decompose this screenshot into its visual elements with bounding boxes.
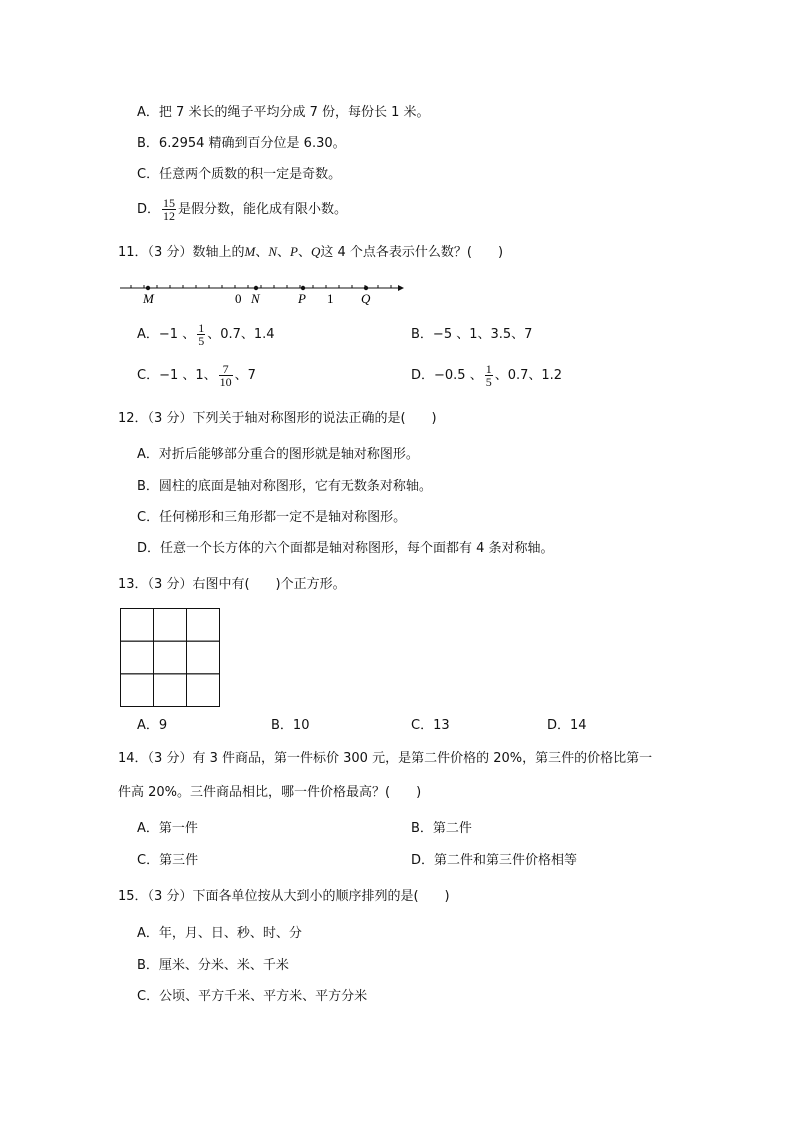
q11-option-c[interactable]: C．−1 、1、 $\frac{7}{10}$ 、7 [137,362,256,389]
point-n-label: N [268,244,277,259]
q15-option-c[interactable] [137,988,367,1006]
q14-option-b[interactable] [411,820,472,838]
option-text: 13 [433,718,450,733]
grid-cell [154,641,187,674]
option-label: A． [137,718,159,733]
option-text: 把 7 米长的绳子平均分成 7 份，每份长 1 米。 [158,105,430,120]
q10-option-c[interactable] [137,166,341,184]
option-label: C． [137,167,160,182]
option-text: 任意两个质数的积一定是奇数。 [159,167,342,182]
option-text: 第二件 [432,821,472,836]
q14-stem-line2 [118,784,421,802]
option-label: B． [137,958,159,973]
q10-option-d[interactable] [137,196,347,224]
option-text: 圆柱的底面是轴对称图形，它有无数条对称轴。 [158,479,432,494]
question-score: （3 分） [147,577,193,592]
fraction: $\frac{7}{10}$ [219,362,232,389]
option-label: C． [137,368,160,383]
option-text: 对折后能够部分重合的图形就是轴对称图形。 [158,447,419,462]
question-score: （3 分） [147,751,193,766]
grid-cell [121,641,154,674]
q14-option-d[interactable] [411,852,577,870]
question-text: 右图中有( )个正方形。 [192,577,346,592]
q11-option-a[interactable]: A．−1 、 $\frac{1}{5}$ 、0.7、1.4 [137,321,275,348]
option-text: 第二件和第三件价格相等 [434,853,578,868]
q14-option-a[interactable] [137,820,198,838]
point-p-label: P [290,244,298,259]
question-text: 有 3 件商品，第一件标价 300 元，是第二件价格的 20%，第三件的价格比第一 [192,751,653,766]
option-text: 9 [158,718,168,733]
square-grid [120,608,220,707]
point-m-label: M [244,244,256,259]
option-label: B． [137,136,159,151]
q14-option-c[interactable] [137,852,198,870]
label-n: N [251,291,260,306]
label-m: M [143,291,154,306]
option-label: D． [411,368,435,383]
q13-stem [118,576,346,594]
option-label: A． [137,821,159,836]
question-text: 下面各单位按从大到小的顺序排列的是( ) [192,889,450,904]
option-text: 任何梯形和三角形都一定不是轴对称图形。 [159,510,407,525]
option-label: D． [411,853,435,868]
question-score: （3 分） [147,889,193,904]
question-score: （3 分） [147,411,193,426]
number-line-figure [118,280,408,310]
q13-option-a[interactable] [137,717,167,735]
q10-option-b[interactable] [137,135,346,153]
q10-option-a[interactable] [137,104,430,122]
option-label: D． [547,718,571,733]
option-label: B． [411,327,433,342]
label-zero: 0 [235,291,242,306]
option-label: A． [137,447,159,462]
q11-option-d[interactable]: D．−0.5 、 $\frac{1}{5}$ 、0.7、1.2 [411,362,563,389]
q11-option-b[interactable] [411,326,532,344]
q12-option-b[interactable] [137,478,432,496]
square-grid-figure [120,608,220,707]
option-text: 6.2954 精确到百分位是 6.30。 [158,136,346,151]
q13-option-c[interactable] [411,717,450,735]
grid-cell [154,674,187,707]
option-text: 10 [292,718,310,733]
point-n [254,286,258,290]
question-number: 12． [118,411,148,426]
point-p [301,286,305,290]
option-label: C． [411,718,434,733]
point-q [364,286,368,290]
option-text: 年，月、日、秒、时、分 [158,926,302,941]
point-q-label: Q [310,244,321,259]
q12-option-a[interactable] [137,446,419,464]
option-label: C． [137,510,160,525]
q15-stem [118,888,450,906]
q12-option-c[interactable] [137,509,406,527]
q11-stem: 11．（3 分）数轴上的M、N、P、Q这 4 个点各表示什么数？( ) [118,244,504,260]
option-label: C． [137,853,160,868]
question-number: 14． [118,751,148,766]
option-text: −5 、1、3.5、7 [432,327,533,342]
grid-cell [187,641,220,674]
grid-cell [187,609,220,642]
option-label: D． [137,202,161,217]
q12-option-d[interactable] [137,540,554,558]
option-label: A． [137,105,159,120]
question-text: 件高 20%。三件商品相比，哪一件价格最高？( ) [118,785,422,800]
number-line [118,280,408,310]
question-number: 11． [118,245,148,260]
label-one: 1 [327,291,334,306]
option-text: 第一件 [158,821,198,836]
question-number: 13． [118,577,148,592]
option-text: 第三件 [159,853,199,868]
grid-cell [121,674,154,707]
fraction: $\frac{1}{5}$ [485,362,492,389]
point-m [146,286,150,290]
option-text: 14 [570,718,587,733]
option-text: 是假分数，能化成有限小数。 [178,202,348,217]
option-label: A． [137,327,159,342]
option-text: 公顷、平方千米、平方米、平方分米 [159,989,368,1004]
grid-cell [187,674,220,707]
tick-marks [131,285,391,288]
q12-stem [118,410,437,428]
label-q: Q [361,291,371,306]
option-text: 厘米、分米、米、千米 [158,958,289,973]
q13-option-d[interactable] [547,717,587,735]
q15-option-b[interactable] [137,957,289,975]
option-label: A． [137,926,159,941]
option-label: B． [411,821,433,836]
question-text: 下列关于轴对称图形的说法正确的是( ) [192,411,437,426]
option-label: C． [137,989,160,1004]
fraction: $\frac{15}{12}$ [163,196,176,223]
option-label: B． [271,718,293,733]
fraction: $\frac{1}{5}$ [198,321,205,348]
option-text: 任意一个长方体的六个面都是轴对称图形，每个面都有 4 条对称轴。 [160,541,554,556]
q14-stem-line1 [118,750,652,768]
option-label: B． [137,479,159,494]
question-score: （3 分） [147,245,193,260]
q13-option-b[interactable] [271,717,309,735]
option-label: D． [137,541,161,556]
label-p: P [298,291,306,306]
arrow-head [398,285,404,291]
question-number: 15． [118,889,148,904]
grid-cell [121,609,154,642]
grid-cell [154,609,187,642]
q15-option-a[interactable] [137,925,302,943]
